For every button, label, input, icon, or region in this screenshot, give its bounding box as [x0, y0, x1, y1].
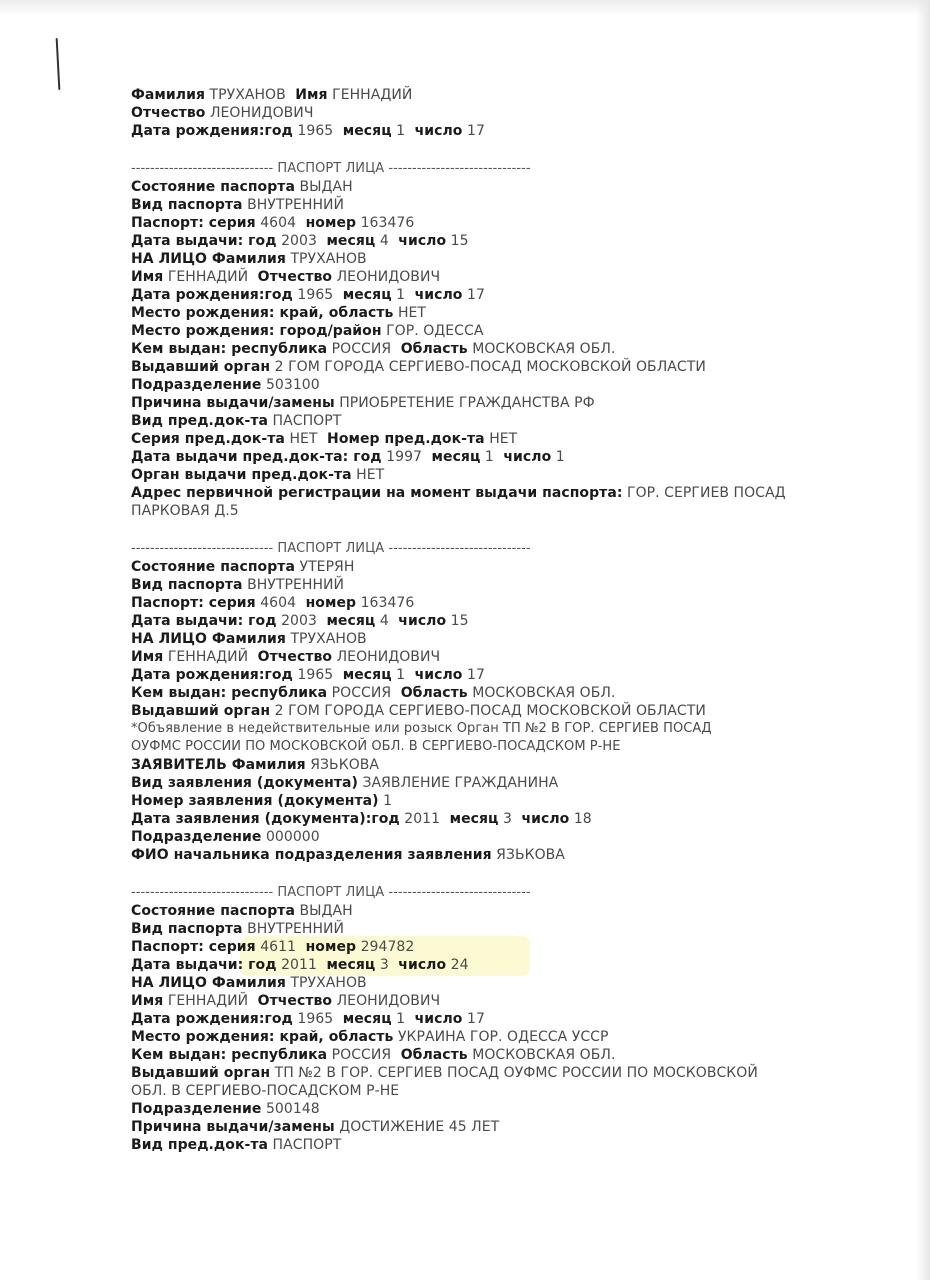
name-value: ГЕННАДИЙ	[332, 87, 413, 103]
series-label: Паспорт: серия	[131, 939, 256, 955]
birth-year-label: Дата рождения:год	[131, 667, 293, 683]
authority-line-2	[131, 1082, 851, 1100]
application-kind-value: ЗАЯВЛЕНИЕ ГРАЖДАНИНА	[362, 775, 559, 791]
birthdate-line	[131, 1010, 851, 1028]
name-value: ГЕННАДИЙ	[167, 649, 249, 665]
division-label: Подразделение	[131, 1101, 262, 1117]
birthdate-line	[131, 286, 851, 304]
number-value: 163476	[360, 595, 415, 611]
division-value: 500148	[265, 1101, 320, 1117]
issue-month-value: 4	[379, 233, 389, 249]
division-line	[131, 1100, 851, 1118]
status-line	[131, 902, 851, 920]
division-head-value: ЯЗЬКОВА	[496, 847, 565, 863]
reason-value: ПРИОБРЕТЕНИЕ ГРАЖДАНСТВА РФ	[339, 395, 595, 411]
reason-value: ДОСТИЖЕНИЕ 45 ЛЕТ	[339, 1119, 500, 1135]
application-kind-line	[131, 774, 851, 792]
patronymic-label: Отчество	[131, 105, 206, 121]
notice-line	[131, 720, 851, 738]
issued-by-line	[131, 340, 851, 358]
oblast-value: МОСКОВСКАЯ ОБЛ.	[472, 685, 616, 701]
name-label: Имя	[131, 269, 164, 285]
passport-section-1	[131, 178, 851, 520]
division-label: Подразделение	[131, 377, 262, 393]
birthplace-region-value: УКРАИНА ГОР. ОДЕССА УССР	[397, 1029, 609, 1045]
number-value: 294782	[360, 939, 415, 955]
application-month-value: 3	[503, 811, 512, 827]
issue-day-label: число	[398, 957, 447, 973]
address-line	[131, 484, 851, 502]
birth-year-label: Дата рождения:год	[131, 1011, 293, 1027]
kind-line	[131, 196, 851, 214]
birth-year-value: 1965	[297, 1011, 334, 1027]
birthplace-city-label: Место рождения: город/район	[131, 323, 382, 339]
status-label: Состояние паспорта	[131, 179, 295, 195]
prev-issue-year-value: 1997	[386, 449, 423, 465]
birth-month-value: 1	[396, 667, 406, 683]
patronymic-label: Отчество	[257, 269, 333, 285]
birth-month-label: месяц	[342, 667, 392, 683]
application-number-value: 1	[383, 793, 393, 809]
face-surname-value: ТРУХАНОВ	[290, 975, 367, 991]
section-separator: ------------------------------ ПАСПОРТ ЛИЦА ------------------------------	[131, 541, 531, 556]
prev-issue-month-label: месяц	[431, 449, 481, 465]
notice-label: *Объявление в недействительные или розыск	[131, 721, 453, 736]
issued-by-label: Кем выдан: республика	[131, 341, 328, 357]
oblast-label: Область	[400, 1047, 468, 1063]
issued-by-value: РОССИЯ	[331, 1047, 392, 1063]
person-name-line	[131, 86, 851, 104]
birthplace-region-line	[131, 1028, 851, 1046]
patronymic-value: ЛЕОНИДОВИЧ	[336, 269, 441, 285]
kind-value: ВНУТРЕННИЙ	[247, 577, 345, 593]
applicant-label: ЗАЯВИТЕЛЬ Фамилия	[131, 757, 306, 773]
authority-value: 2 ГОМ ГОРОДА СЕРГИЕВО-ПОСАД МОСКОВСКОЙ ОБЛАСТИ	[274, 703, 706, 719]
issued-by-label: Кем выдан: республика	[131, 685, 328, 701]
person-patronymic-line	[131, 104, 851, 122]
authority-line	[131, 1064, 851, 1082]
issue-date-line	[131, 232, 851, 250]
birth-month-label: месяц	[342, 287, 392, 303]
prev-authority-value: НЕТ	[356, 467, 385, 483]
issue-month-label: месяц	[326, 233, 376, 249]
prev-kind-label: Вид пред.док-та	[131, 1137, 269, 1153]
number-label: номер	[305, 939, 357, 955]
reason-label: Причина выдачи/замены	[131, 1119, 335, 1135]
birth-day-value: 17	[466, 123, 485, 139]
address-value-line1: ГОР. СЕРГИЕВ ПОСАД	[627, 485, 786, 501]
issue-year-value: 2003	[281, 613, 317, 629]
surname-label: Фамилия	[131, 87, 205, 103]
authority-value-line2: ОБЛ. В СЕРГИЕВО-ПОСАДСКОМ Р-НЕ	[131, 1083, 400, 1099]
application-kind-label: Вид заявления (документа)	[131, 775, 358, 791]
authority-label: Выдавший орган	[131, 703, 271, 719]
notice-value-line2: ОУФМС РОССИИ ПО МОСКОВСКОЙ ОБЛ. В СЕРГИЕВО-ПОСАДСКОМ Р-НЕ	[131, 739, 621, 754]
kind-label: Вид паспорта	[131, 577, 243, 593]
prev-kind-value: ПАСПОРТ	[272, 1137, 342, 1153]
issued-by-line	[131, 684, 851, 702]
issued-by-line	[131, 1046, 851, 1064]
face-name-line	[131, 648, 851, 666]
face-name-line	[131, 992, 851, 1010]
birthplace-region-line	[131, 304, 851, 322]
series-label: Паспорт: серия	[131, 215, 256, 231]
number-label: номер	[305, 215, 357, 231]
birth-year-value: 1965	[297, 667, 334, 683]
series-label: Паспорт: серия	[131, 595, 256, 611]
birth-year-label: Дата рождения:год	[131, 287, 293, 303]
issue-year-label: Дата выдачи: год	[131, 957, 277, 973]
division-value: 000000	[265, 829, 320, 845]
prev-authority-line	[131, 466, 851, 484]
issue-year-label: Дата выдачи: год	[131, 613, 277, 629]
issue-date-line	[131, 956, 851, 974]
issue-year-value: 2003	[281, 233, 317, 249]
application-number-line	[131, 792, 851, 810]
division-head-line	[131, 846, 851, 864]
name-value: ГЕННАДИЙ	[167, 269, 249, 285]
face-surname-line	[131, 974, 851, 992]
passport-section-3	[131, 902, 851, 1154]
name-label: Имя	[295, 87, 328, 103]
division-line	[131, 828, 851, 846]
birth-day-label: число	[414, 1011, 463, 1027]
issue-day-label: число	[398, 233, 447, 249]
issue-month-value: 4	[379, 613, 389, 629]
issue-year-value: 2011	[281, 957, 317, 973]
face-surname-value: ТРУХАНОВ	[290, 631, 367, 647]
face-surname-line	[131, 250, 851, 268]
oblast-value: МОСКОВСКАЯ ОБЛ.	[472, 341, 616, 357]
status-value: ВЫДАН	[299, 179, 353, 195]
face-surname-label: НА ЛИЦО Фамилия	[131, 631, 286, 647]
issue-date-line	[131, 612, 851, 630]
kind-label: Вид паспорта	[131, 197, 243, 213]
prev-issue-date-line	[131, 448, 851, 466]
passport-section-2	[131, 558, 851, 864]
application-year-value: 2011	[404, 811, 441, 827]
surname-value: ТРУХАНОВ	[209, 87, 286, 103]
issue-day-value: 15	[450, 613, 469, 629]
series-line	[131, 938, 851, 956]
pen-mark	[56, 38, 61, 90]
name-label: Имя	[131, 649, 164, 665]
application-date-line	[131, 810, 851, 828]
status-label: Состояние паспорта	[131, 903, 295, 919]
prev-series-value: НЕТ	[289, 431, 318, 447]
birth-year-value: 1965	[297, 123, 334, 139]
authority-line	[131, 702, 851, 720]
birth-day-label: число	[414, 287, 463, 303]
patronymic-value: ЛЕОНИДОВИЧ	[336, 649, 441, 665]
birth-month-label: месяц	[342, 123, 392, 139]
authority-line	[131, 358, 851, 376]
section-separator: ------------------------------ ПАСПОРТ ЛИЦА ------------------------------	[131, 161, 531, 176]
name-label: Имя	[131, 993, 164, 1009]
kind-value: ВНУТРЕННИЙ	[247, 197, 345, 213]
birth-day-label: число	[414, 123, 463, 139]
birthplace-region-label: Место рождения: край, область	[131, 305, 394, 321]
section-separator: ------------------------------ ПАСПОРТ ЛИЦА ------------------------------	[131, 885, 531, 900]
prev-series-line	[131, 430, 851, 448]
face-surname-value: ТРУХАНОВ	[290, 251, 367, 267]
address-label: Адрес первичной регистрации на момент выдачи паспорта:	[131, 485, 623, 501]
division-line	[131, 376, 851, 394]
series-value: 4604	[260, 595, 297, 611]
birth-month-value: 1	[396, 123, 406, 139]
birthplace-city-value: ГОР. ОДЕССА	[386, 323, 484, 339]
birth-year-label: Дата рождения:год	[131, 123, 293, 139]
face-surname-line	[131, 630, 851, 648]
prev-number-value: НЕТ	[489, 431, 518, 447]
address-value-line2: ПАРКОВАЯ Д.5	[131, 503, 239, 519]
birth-day-value: 17	[466, 287, 485, 303]
kind-label: Вид паспорта	[131, 921, 243, 937]
application-day-label: число	[521, 811, 570, 827]
prev-number-label: Номер пред.док-та	[327, 431, 485, 447]
reason-label: Причина выдачи/замены	[131, 395, 335, 411]
applicant-line	[131, 756, 851, 774]
issue-month-label: месяц	[326, 957, 376, 973]
prev-issue-year-label: Дата выдачи пред.док-та: год	[131, 449, 382, 465]
person-birthdate-line	[131, 122, 851, 140]
authority-value: 2 ГОМ ГОРОДА СЕРГИЕВО-ПОСАД МОСКОВСКОЙ ОБЛАСТИ	[274, 359, 706, 375]
status-label: Состояние паспорта	[131, 559, 295, 575]
kind-line	[131, 576, 851, 594]
reason-line	[131, 394, 851, 412]
scan-edge-right	[916, 0, 930, 1280]
authority-label: Выдавший орган	[131, 359, 271, 375]
patronymic-label: Отчество	[257, 993, 333, 1009]
issued-by-value: РОССИЯ	[331, 341, 392, 357]
prev-issue-month-value: 1	[484, 449, 494, 465]
status-line	[131, 178, 851, 196]
series-line	[131, 594, 851, 612]
number-label: номер	[305, 595, 357, 611]
face-name-line	[131, 268, 851, 286]
birthplace-city-line	[131, 322, 851, 340]
notice-line-2	[131, 738, 851, 756]
issue-day-label: число	[398, 613, 447, 629]
reason-line	[131, 1118, 851, 1136]
name-value: ГЕННАДИЙ	[167, 993, 249, 1009]
status-value: УТЕРЯН	[299, 559, 355, 575]
application-year-label: Дата заявления (документа):год	[131, 811, 400, 827]
prev-issue-day-value: 1	[555, 449, 565, 465]
birth-month-value: 1	[396, 1011, 406, 1027]
series-value: 4604	[260, 215, 297, 231]
prev-kind-line	[131, 1136, 851, 1154]
authority-value-line1: ТП №2 В ГОР. СЕРГИЕВ ПОСАД ОУФМС РОССИИ ПО МОСКОВСКОЙ	[274, 1065, 758, 1081]
issued-by-value: РОССИЯ	[331, 685, 392, 701]
application-number-label: Номер заявления (документа)	[131, 793, 379, 809]
series-line	[131, 214, 851, 232]
birth-day-label: число	[414, 667, 463, 683]
applicant-value: ЯЗЬКОВА	[310, 757, 380, 773]
birth-day-value: 17	[466, 667, 485, 683]
birthdate-line	[131, 666, 851, 684]
face-surname-label: НА ЛИЦО Фамилия	[131, 251, 286, 267]
application-month-label: месяц	[449, 811, 499, 827]
issued-by-label: Кем выдан: республика	[131, 1047, 328, 1063]
birthplace-region-value: НЕТ	[397, 305, 427, 321]
division-value: 503100	[265, 377, 320, 393]
authority-label: Выдавший орган	[131, 1065, 271, 1081]
patronymic-value: ЛЕОНИДОВИЧ	[336, 993, 441, 1009]
kind-value: ВНУТРЕННИЙ	[247, 921, 345, 937]
issue-day-value: 15	[450, 233, 469, 249]
oblast-value: МОСКОВСКАЯ ОБЛ.	[472, 1047, 616, 1063]
prev-kind-value: ПАСПОРТ	[272, 413, 342, 429]
kind-line	[131, 920, 851, 938]
oblast-label: Область	[400, 685, 468, 701]
application-day-value: 18	[573, 811, 592, 827]
birth-day-value: 17	[466, 1011, 485, 1027]
birth-year-value: 1965	[297, 287, 334, 303]
prev-series-label: Серия пред.док-та	[131, 431, 285, 447]
prev-kind-label: Вид пред.док-та	[131, 413, 269, 429]
patronymic-value: ЛЕОНИДОВИЧ	[209, 105, 314, 121]
scan-edge-top	[0, 0, 930, 16]
birthplace-region-label: Место рождения: край, область	[131, 1029, 394, 1045]
issue-month-label: месяц	[326, 613, 376, 629]
birth-month-label: месяц	[342, 1011, 392, 1027]
notice-value-line1: Орган ТП №2 В ГОР. СЕРГИЕВ ПОСАД	[456, 721, 712, 736]
prev-authority-label: Орган выдачи пред.док-та	[131, 467, 352, 483]
series-value: 4611	[260, 939, 297, 955]
status-value: ВЫДАН	[299, 903, 353, 919]
issue-month-value: 3	[379, 957, 389, 973]
patronymic-label: Отчество	[257, 649, 333, 665]
prev-issue-day-label: число	[503, 449, 552, 465]
prev-kind-line	[131, 412, 851, 430]
issue-day-value: 24	[450, 957, 469, 973]
number-value: 163476	[360, 215, 415, 231]
birth-month-value: 1	[396, 287, 406, 303]
face-surname-label: НА ЛИЦО Фамилия	[131, 975, 286, 991]
status-line	[131, 558, 851, 576]
document-body	[131, 86, 851, 1154]
division-head-label: ФИО начальника подразделения заявления	[131, 847, 492, 863]
issue-year-label: Дата выдачи: год	[131, 233, 277, 249]
address-line-2	[131, 502, 851, 520]
oblast-label: Область	[400, 341, 468, 357]
division-label: Подразделение	[131, 829, 262, 845]
